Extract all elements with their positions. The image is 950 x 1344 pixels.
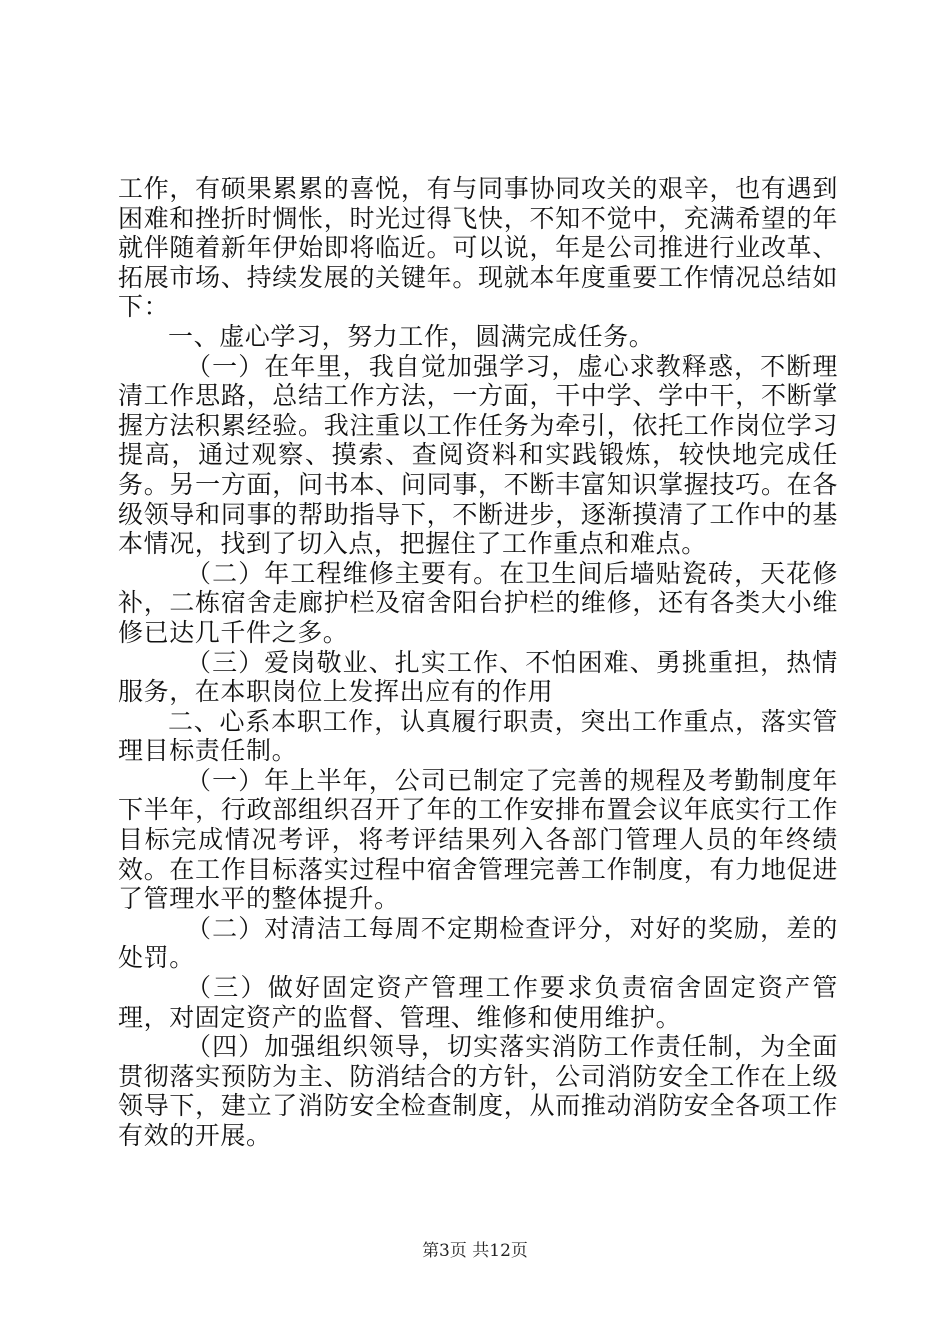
paragraph-1-1: （一）在年里，我自觉加强学习，虚心求教释惑，不断理清工作思路，总结工作方法，一方面，干中学、学中干，不断掌握方法积累经验。我注重以工作任务为牵引，依托工作岗位学习提高，通过观察、摸索、查阅资料和实践锻炼，较快地完成任务。另一方面，问书本、问同事，不断丰富知识掌握技巧。在各级领导和同事的帮助指导下，不断进步，逐渐摸清了工作中的基本情况，找到了切入点，把握住了工作重点和难点。 <box>118 351 838 559</box>
page-number-footer: 第3页 共12页 <box>422 1241 528 1261</box>
paragraph-2-1: （一）年上半年，公司已制定了完善的规程及考勤制度年下半年，行政部组织召开了年的工作安排布置会议年底实行工作目标完成情况考评，将考评结果列入各部门管理人员的年终绩效。在工作目标落实过程中宿舍管理完善工作制度，有力地促进了管理水平的整体提升。 <box>118 765 838 914</box>
section-heading-2: 二、心系本职工作，认真履行职责，突出工作重点，落实管理目标责任制。 <box>118 706 838 766</box>
document-body <box>118 174 838 1151</box>
paragraph-2-2: （二）对清洁工每周不定期检查评分，对好的奖励，差的处罚。 <box>118 913 838 973</box>
paragraph-1-2: （二）年工程维修主要有。在卫生间后墙贴瓷砖，天花修补，二栋宿舍走廊护栏及宿舍阳台护栏的维修，还有各类大小维修已达几千件之多。 <box>118 558 838 647</box>
paragraph-1: 工作，有硕果累累的喜悦，有与同事协同攻关的艰辛，也有遇到困难和挫折时惆怅，时光过得飞快，不知不觉中，充满希望的年就伴随着新年伊始即将临近。可以说，年是公司推进行业改革、拓展市场、持续发展的关键年。现就本年度重要工作情况总结如下： <box>118 174 838 322</box>
paragraph-1-3: （三）爱岗敬业、扎实工作、不怕困难、勇挑重担，热情服务，在本职岗位上发挥出应有的作用 <box>118 647 838 707</box>
section-heading-1: 一、虚心学习，努力工作，圆满完成任务。 <box>168 321 655 351</box>
paragraph-2-4: （四）加强组织领导，切实落实消防工作责任制，为全面贯彻落实预防为主、防消结合的方针，公司消防安全工作在上级领导下，建立了消防安全检查制度，从而推动消防安全各项工作有效的开展。 <box>118 1032 838 1150</box>
paragraph-2-3: （三）做好固定资产管理工作要求负责宿舍固定资产管理，对固定资产的监督、管理、维修和使用维护。 <box>118 973 838 1032</box>
